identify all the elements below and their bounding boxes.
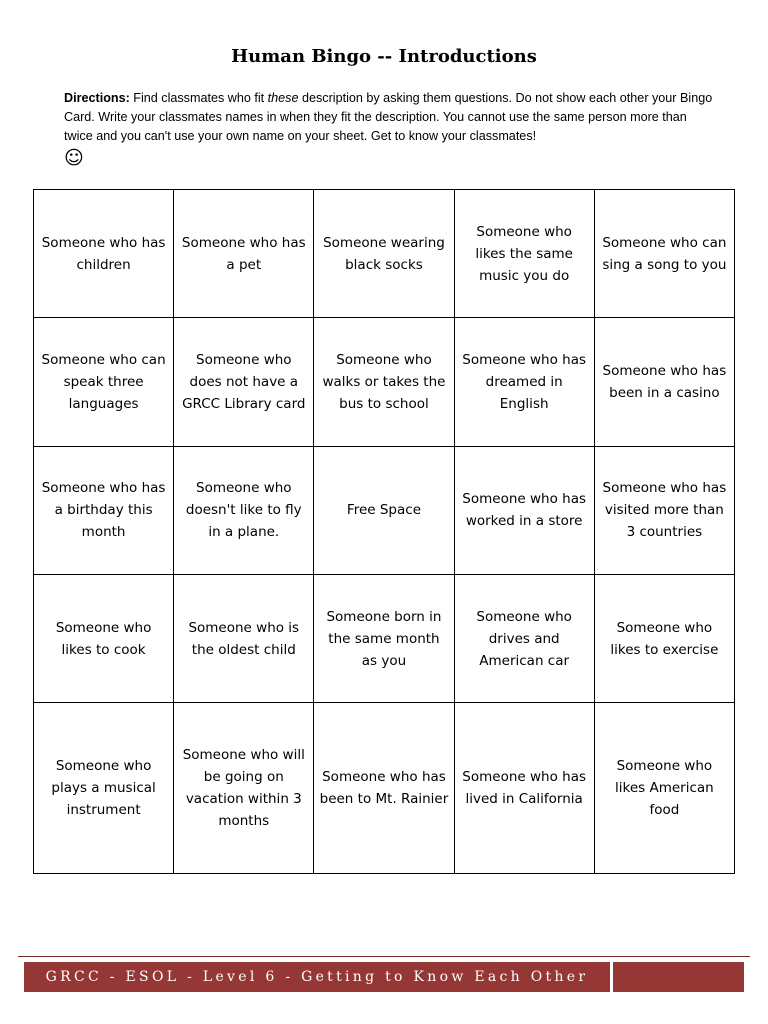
bingo-cell: Someone who has worked in a store bbox=[454, 446, 594, 574]
directions-part-1: Find classmates who fit bbox=[129, 91, 268, 105]
bingo-cell: Someone wearing black socks bbox=[314, 190, 454, 318]
bingo-cell: Someone who can speak three languages bbox=[34, 318, 174, 446]
directions-part-2: description by asking them questions. Do not show each other your Bingo Card. Write your classmates names in when they fit the description. You cannot use the same person more than twice and you can't use your own name on your sheet. Get to know your classmates! bbox=[64, 91, 713, 143]
bingo-cell: Someone who has been to Mt. Rainier bbox=[314, 703, 454, 874]
page-title: Human Bingo -- Introductions bbox=[231, 46, 537, 67]
bingo-cell: Someone who likes American food bbox=[594, 703, 734, 874]
bingo-cell: Someone who has been in a casino bbox=[594, 318, 734, 446]
bingo-row bbox=[34, 703, 735, 874]
bingo-cell: Someone who will be going on vacation within 3 months bbox=[174, 703, 314, 874]
bingo-cell: Someone who likes the same music you do bbox=[454, 190, 594, 318]
bingo-cell: Someone who likes to cook bbox=[34, 575, 174, 703]
directions-text bbox=[64, 89, 714, 146]
bingo-cell: Someone who plays a musical instrument bbox=[34, 703, 174, 874]
bingo-cell: Someone who does not have a GRCC Library card bbox=[174, 318, 314, 446]
bingo-cell: Someone who has dreamed in English bbox=[454, 318, 594, 446]
bingo-cell: Someone who drives and American car bbox=[454, 575, 594, 703]
footer-accent-box bbox=[613, 962, 744, 992]
bingo-row bbox=[34, 190, 735, 318]
directions-label: Directions: bbox=[64, 91, 130, 105]
footer-divider bbox=[18, 956, 750, 957]
free-space-cell: Free Space bbox=[314, 446, 454, 574]
bingo-row bbox=[34, 446, 735, 574]
bingo-card bbox=[33, 189, 735, 874]
bingo-cell: Someone who can sing a song to you bbox=[594, 190, 734, 318]
bingo-cell: Someone who likes to exercise bbox=[594, 575, 734, 703]
directions-emphasis: these bbox=[267, 91, 299, 105]
bingo-cell: Someone who walks or takes the bus to school bbox=[314, 318, 454, 446]
bingo-cell: Someone who has children bbox=[34, 190, 174, 318]
bingo-cell: Someone born in the same month as you bbox=[314, 575, 454, 703]
bingo-cell: Someone who doesn't like to fly in a plane. bbox=[174, 446, 314, 574]
bingo-cell: Someone who has a pet bbox=[174, 190, 314, 318]
bingo-cell: Someone who has lived in California bbox=[454, 703, 594, 874]
bingo-cell: Someone who is the oldest child bbox=[174, 575, 314, 703]
smiley-icon: ☺ bbox=[64, 147, 84, 169]
bingo-row bbox=[34, 575, 735, 703]
bingo-cell: Someone who has visited more than 3 countries bbox=[594, 446, 734, 574]
footer-banner: GRCC - ESOL - Level 6 - Getting to Know Each Other bbox=[24, 962, 610, 992]
bingo-row bbox=[34, 318, 735, 446]
bingo-cell: Someone who has a birthday this month bbox=[34, 446, 174, 574]
